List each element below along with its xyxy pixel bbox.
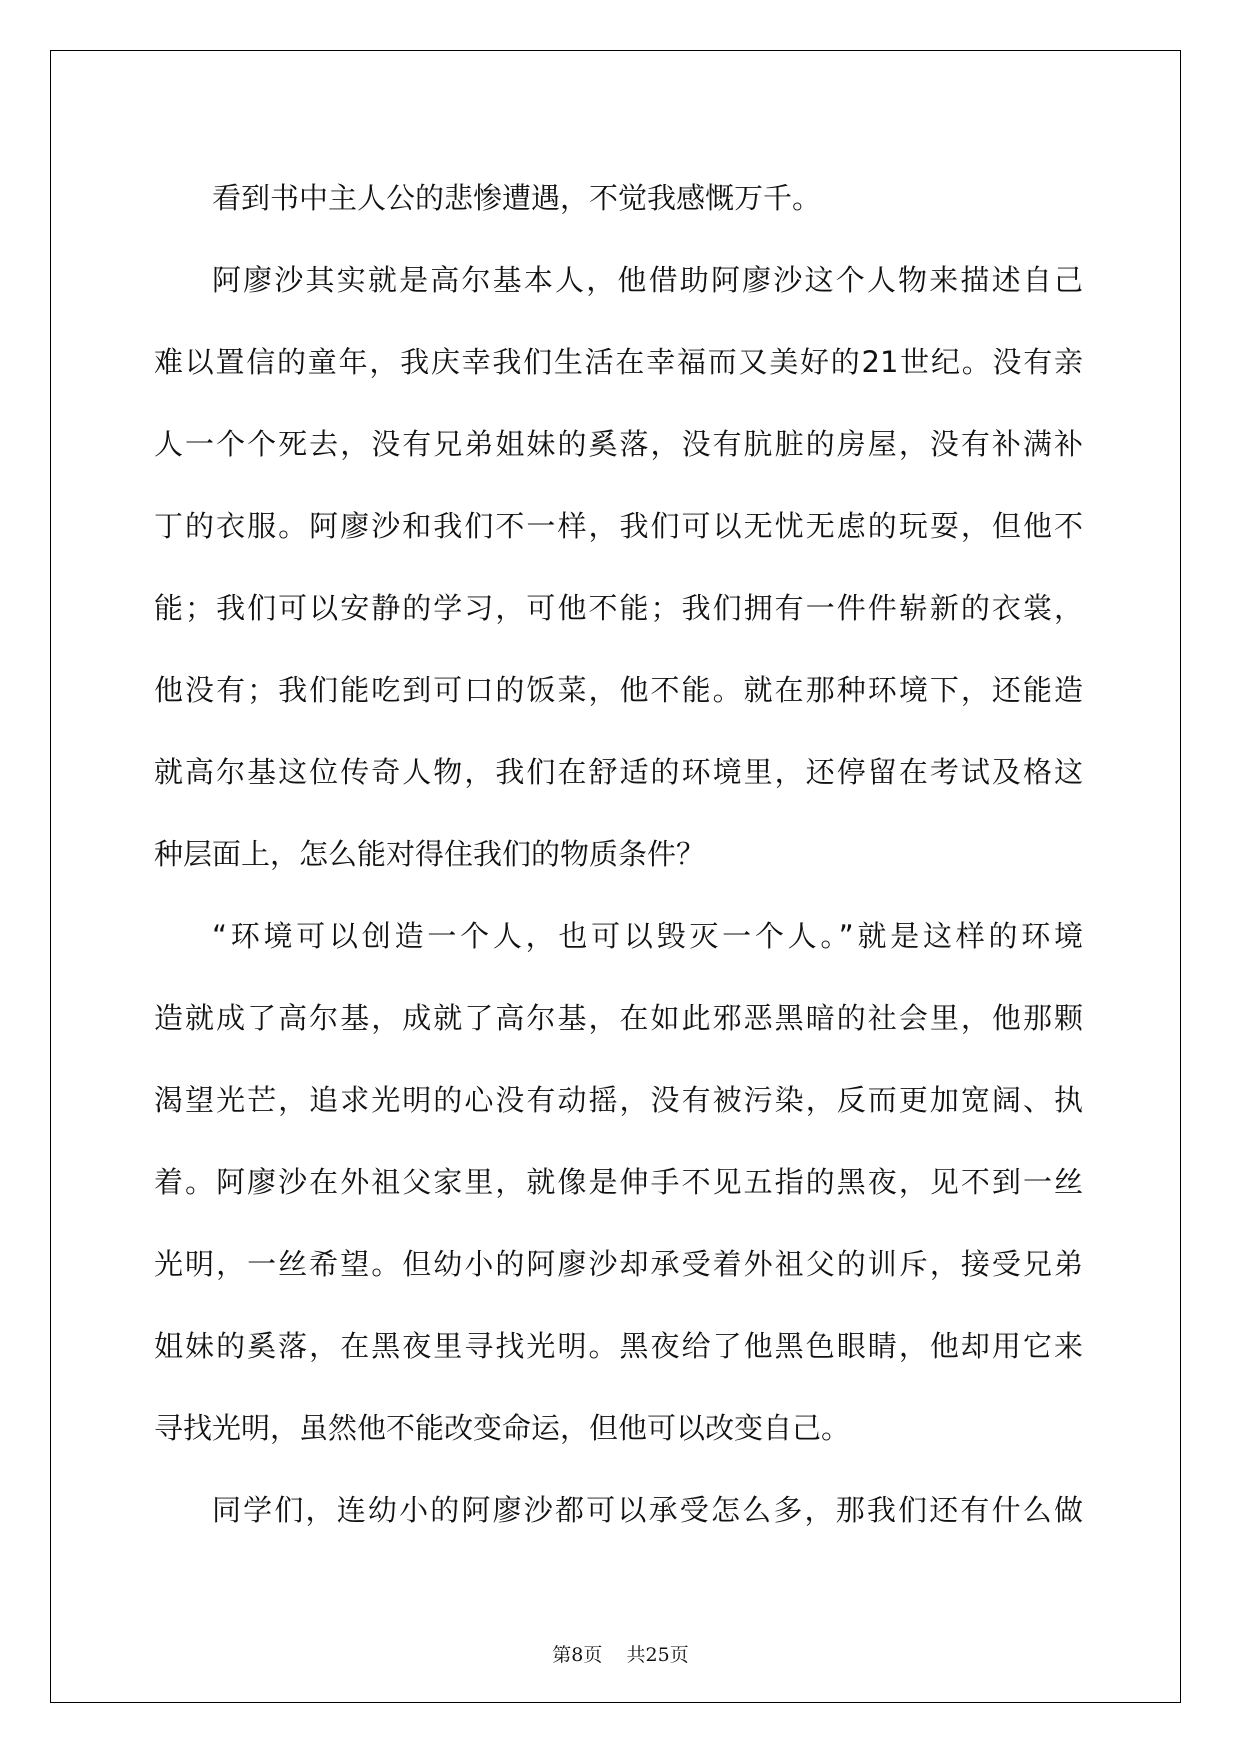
page-total: 共25页 bbox=[626, 1644, 689, 1666]
text-line: 阿廖沙其实就是高尔基本人，他借助阿廖沙这个人物来描述自己 bbox=[212, 263, 1083, 297]
text-line: 寻找光明，虽然他不能改变命运，但他可以改变自己。 bbox=[154, 1411, 851, 1445]
text-line: 看到书中主人公的悲惨遭遇，不觉我感慨万千。 bbox=[212, 181, 822, 215]
text-line: “环境可以创造一个人，也可以毁灭一个人。”就是这样的环境 bbox=[212, 919, 1083, 953]
text-line: 同学们，连幼小的阿廖沙都可以承受怎么多，那我们还有什么做 bbox=[212, 1493, 1083, 1527]
text-line: 他没有；我们能吃到可口的饭菜，他不能。就在那种环境下，还能造 bbox=[154, 673, 1083, 707]
text-line: 造就成了高尔基，成就了高尔基，在如此邪恶黑暗的社会里，他那颗 bbox=[154, 1001, 1083, 1035]
footer-spacer bbox=[602, 1644, 626, 1666]
text-line: 难以置信的童年，我庆幸我们生活在幸福而又美好的21世纪。没有亲 bbox=[154, 345, 1083, 379]
text-line: 姐妹的奚落，在黑夜里寻找光明。黑夜给了他黑色眼睛，他却用它来 bbox=[154, 1329, 1083, 1363]
document-body bbox=[154, 157, 1083, 1551]
text-line: 着。阿廖沙在外祖父家里，就像是伸手不见五指的黑夜，见不到一丝 bbox=[154, 1165, 1083, 1199]
page-footer bbox=[0, 1640, 1241, 1667]
text-line: 光明，一丝希望。但幼小的阿廖沙却承受着外祖父的训斥，接受兄弟 bbox=[154, 1247, 1083, 1281]
text-line: 丁的衣服。阿廖沙和我们不一样，我们可以无忧无虑的玩耍，但他不 bbox=[154, 509, 1083, 543]
text-line: 渴望光芒，追求光明的心没有动摇，没有被污染，反而更加宽阔、执 bbox=[154, 1083, 1083, 1117]
text-line: 种层面上，怎么能对得住我们的物质条件？ bbox=[154, 837, 706, 871]
page-number: 第8页 bbox=[552, 1644, 603, 1666]
text-line: 人一个个死去，没有兄弟姐妹的奚落，没有肮脏的房屋，没有补满补 bbox=[154, 427, 1083, 461]
text-line: 就高尔基这位传奇人物，我们在舒适的环境里，还停留在考试及格这 bbox=[154, 755, 1083, 789]
text-line: 能；我们可以安静的学习，可他不能；我们拥有一件件崭新的衣裳， bbox=[154, 591, 1083, 625]
